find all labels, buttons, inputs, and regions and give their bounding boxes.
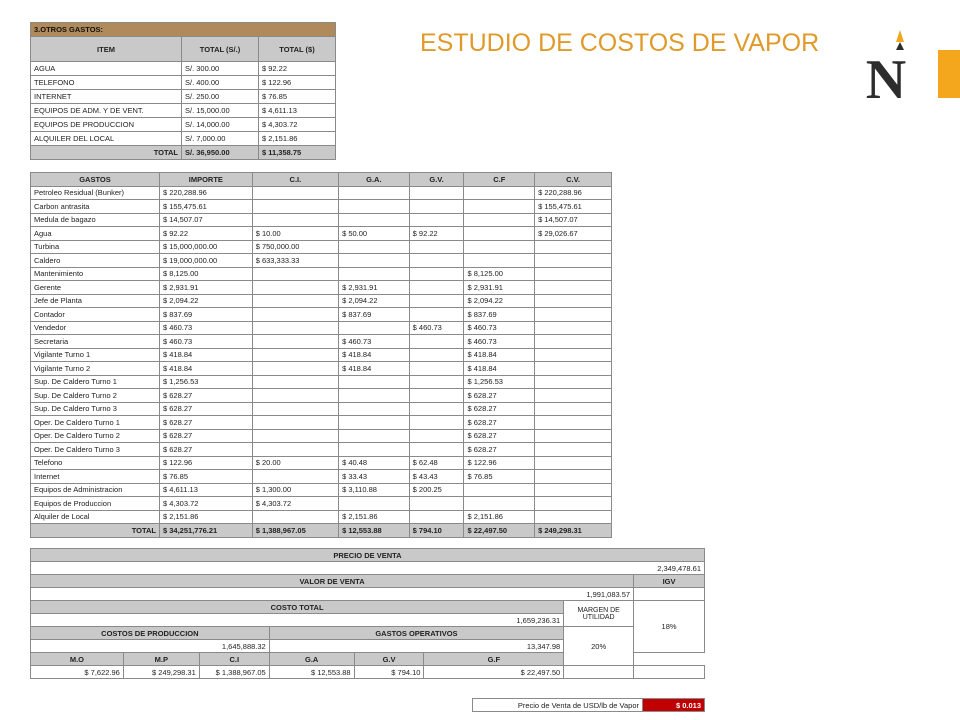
gasto-cell: $ 2,094.22 bbox=[339, 294, 410, 308]
gasto-cell bbox=[409, 510, 464, 524]
gasto-cell bbox=[535, 510, 612, 524]
ga-label: G.A bbox=[269, 653, 354, 666]
gasto-cell bbox=[464, 240, 535, 254]
gasto-name: Equipos de Administracion bbox=[31, 483, 160, 497]
gf-value: $ 22,497.50 bbox=[424, 666, 564, 679]
gasto-cell bbox=[252, 186, 338, 200]
column-header: IMPORTE bbox=[160, 173, 253, 187]
gasto-cell bbox=[252, 335, 338, 349]
otros-gastos-table bbox=[30, 22, 336, 160]
gasto-cell: $ 628.27 bbox=[464, 416, 535, 430]
total-cell: $ 794.10 bbox=[409, 524, 464, 538]
gasto-cell bbox=[252, 429, 338, 443]
gasto-cell: $ 33.43 bbox=[339, 470, 410, 484]
total-usd: $ 122.96 bbox=[259, 76, 336, 90]
gasto-name: Oper. De Caldero Turno 2 bbox=[31, 429, 160, 443]
gasto-cell: $ 92.22 bbox=[160, 227, 253, 241]
gasto-cell: $ 628.27 bbox=[464, 429, 535, 443]
gasto-cell bbox=[535, 443, 612, 457]
gasto-cell: $ 460.73 bbox=[464, 321, 535, 335]
gasto-cell bbox=[409, 497, 464, 511]
gasto-cell bbox=[409, 362, 464, 376]
gasto-cell: $ 220,288.96 bbox=[160, 186, 253, 200]
table-row bbox=[31, 362, 612, 376]
gasto-cell: $ 837.69 bbox=[339, 308, 410, 322]
total-cell: $ 1,388,967.05 bbox=[252, 524, 338, 538]
gasto-cell bbox=[252, 362, 338, 376]
gasto-cell bbox=[252, 389, 338, 403]
gv-label: G.V bbox=[354, 653, 424, 666]
table-row bbox=[31, 254, 612, 268]
gasto-cell: $ 2,094.22 bbox=[160, 294, 253, 308]
gasto-name: Vigilante Turno 1 bbox=[31, 348, 160, 362]
gasto-cell: $ 628.27 bbox=[464, 402, 535, 416]
margen-label: MARGEN DE UTILIDAD bbox=[564, 601, 634, 627]
gasto-cell: $ 19,000,000.00 bbox=[160, 254, 253, 268]
gasto-cell: $ 4,611.13 bbox=[160, 483, 253, 497]
column-header: G.A. bbox=[339, 173, 410, 187]
gasto-cell: $ 460.73 bbox=[464, 335, 535, 349]
mp-value: $ 249,298.31 bbox=[123, 666, 199, 679]
total-s: S/. 7,000.00 bbox=[182, 132, 259, 146]
table-row bbox=[31, 497, 612, 511]
gasto-cell: $ 14,507.07 bbox=[160, 213, 253, 227]
total-usd: $ 92.22 bbox=[259, 62, 336, 76]
table-row bbox=[31, 348, 612, 362]
precio-table bbox=[30, 548, 705, 679]
table-row bbox=[31, 240, 612, 254]
gasto-name: Contador bbox=[31, 308, 160, 322]
total-usd: $ 2,151.86 bbox=[259, 132, 336, 146]
gasto-cell: $ 1,300.00 bbox=[252, 483, 338, 497]
total-label: TOTAL bbox=[31, 146, 182, 160]
gasto-cell: $ 155,475.61 bbox=[535, 200, 612, 214]
total-s: S/. 15,000.00 bbox=[182, 104, 259, 118]
total-cell: $ 22,497.50 bbox=[464, 524, 535, 538]
gasto-cell bbox=[339, 416, 410, 430]
gasto-cell bbox=[252, 443, 338, 457]
gasto-cell bbox=[464, 497, 535, 511]
table-row bbox=[31, 443, 612, 457]
gasto-cell bbox=[409, 281, 464, 295]
price-per-lb-table bbox=[472, 698, 705, 712]
item-name: EQUIPOS DE PRODUCCION bbox=[31, 118, 182, 132]
gasto-cell: $ 418.84 bbox=[339, 348, 410, 362]
gasto-cell bbox=[535, 470, 612, 484]
gasto-cell bbox=[535, 240, 612, 254]
gasto-cell bbox=[535, 294, 612, 308]
gasto-cell: $ 460.73 bbox=[409, 321, 464, 335]
gasto-cell: $ 2,151.86 bbox=[464, 510, 535, 524]
price-label: Precio de Venta de USD/lb de Vapor bbox=[473, 699, 643, 712]
column-header: G.V. bbox=[409, 173, 464, 187]
table-row bbox=[31, 62, 336, 76]
gasto-cell: $ 628.27 bbox=[160, 429, 253, 443]
precio-venta-value: 2,349,478.61 bbox=[31, 562, 705, 575]
total-usd: $ 4,611.13 bbox=[259, 104, 336, 118]
table-row bbox=[31, 227, 612, 241]
column-header: GASTOS bbox=[31, 173, 160, 187]
gasto-cell bbox=[409, 443, 464, 457]
gasto-cell bbox=[409, 213, 464, 227]
gasto-cell bbox=[464, 213, 535, 227]
gasto-cell bbox=[252, 470, 338, 484]
gasto-name: Jefe de Planta bbox=[31, 294, 160, 308]
gasto-cell: $ 15,000,000.00 bbox=[160, 240, 253, 254]
table-row bbox=[31, 375, 612, 389]
gasto-cell bbox=[339, 497, 410, 511]
col-item: ITEM bbox=[31, 37, 182, 62]
column-header: C.I. bbox=[252, 173, 338, 187]
gasto-cell: $ 8,125.00 bbox=[464, 267, 535, 281]
gasto-cell: $ 2,931.91 bbox=[160, 281, 253, 295]
gasto-cell bbox=[409, 348, 464, 362]
gasto-cell: $ 10.00 bbox=[252, 227, 338, 241]
gasto-cell: $ 837.69 bbox=[160, 308, 253, 322]
gasto-cell bbox=[535, 281, 612, 295]
total-usd: $ 11,358.75 bbox=[259, 146, 336, 160]
table-row bbox=[31, 335, 612, 349]
total-cell: $ 34,251,776.21 bbox=[160, 524, 253, 538]
gasto-name: Mantenimiento bbox=[31, 267, 160, 281]
gasto-name: Medula de bagazo bbox=[31, 213, 160, 227]
gasto-name: Sup. De Caldero Turno 1 bbox=[31, 375, 160, 389]
gasto-cell bbox=[339, 443, 410, 457]
gasto-cell: $ 460.73 bbox=[160, 335, 253, 349]
total-label: TOTAL bbox=[31, 524, 160, 538]
gasto-cell: $ 418.84 bbox=[160, 362, 253, 376]
accent-bar bbox=[938, 50, 960, 98]
gasto-cell bbox=[339, 389, 410, 403]
table-title: 3.OTROS GASTOS: bbox=[31, 23, 336, 37]
table-row bbox=[31, 132, 336, 146]
gasto-cell bbox=[464, 200, 535, 214]
gasto-cell bbox=[409, 267, 464, 281]
ci-label: C.I bbox=[199, 653, 269, 666]
table-row bbox=[31, 510, 612, 524]
gasto-name: Gerente bbox=[31, 281, 160, 295]
mo-value: $ 7,622.96 bbox=[31, 666, 124, 679]
total-s: S/. 36,950.00 bbox=[182, 146, 259, 160]
gasto-cell: $ 4,303.72 bbox=[252, 497, 338, 511]
gasto-cell bbox=[339, 429, 410, 443]
gasto-name: Vendedor bbox=[31, 321, 160, 335]
total-cell: $ 249,298.31 bbox=[535, 524, 612, 538]
university-logo bbox=[862, 28, 912, 106]
gasto-cell: $ 628.27 bbox=[464, 389, 535, 403]
gasto-name: Carbon antrasita bbox=[31, 200, 160, 214]
gasto-cell bbox=[535, 416, 612, 430]
gasto-cell bbox=[252, 308, 338, 322]
gasto-cell bbox=[252, 281, 338, 295]
gasto-cell bbox=[252, 402, 338, 416]
gasto-cell bbox=[339, 254, 410, 268]
gasto-cell: $ 418.84 bbox=[339, 362, 410, 376]
gasto-cell bbox=[339, 200, 410, 214]
gasto-cell bbox=[409, 416, 464, 430]
gasto-cell bbox=[339, 375, 410, 389]
gasto-name: Oper. De Caldero Turno 1 bbox=[31, 416, 160, 430]
gasto-cell bbox=[252, 416, 338, 430]
logo-letter: N bbox=[865, 49, 907, 106]
page-title: ESTUDIO DE COSTOS DE VAPOR bbox=[420, 29, 820, 57]
table-row bbox=[31, 402, 612, 416]
gasto-cell: $ 628.27 bbox=[464, 443, 535, 457]
total-s: S/. 14,000.00 bbox=[182, 118, 259, 132]
gasto-cell bbox=[409, 429, 464, 443]
gasto-cell bbox=[339, 186, 410, 200]
gasto-cell: $ 200.25 bbox=[409, 483, 464, 497]
gasto-cell: $ 2,931.91 bbox=[339, 281, 410, 295]
gasto-cell: $ 20.00 bbox=[252, 456, 338, 470]
table-row bbox=[31, 213, 612, 227]
gasto-cell: $ 837.69 bbox=[464, 308, 535, 322]
item-name: TELEFONO bbox=[31, 76, 182, 90]
gasto-cell: $ 750,000.00 bbox=[252, 240, 338, 254]
table-row bbox=[31, 483, 612, 497]
mo-label: M.O bbox=[31, 653, 124, 666]
gasto-name: Sup. De Caldero Turno 2 bbox=[31, 389, 160, 403]
gasto-cell: $ 628.27 bbox=[160, 402, 253, 416]
gasto-cell: $ 220,288.96 bbox=[535, 186, 612, 200]
gasto-cell bbox=[252, 200, 338, 214]
total-cell: $ 12,553.88 bbox=[339, 524, 410, 538]
gasto-cell: $ 633,333.33 bbox=[252, 254, 338, 268]
gasto-name: Petroleo Residual (Bunker) bbox=[31, 186, 160, 200]
gasto-cell: $ 1,256.53 bbox=[160, 375, 253, 389]
gasto-name: Equipos de Produccion bbox=[31, 497, 160, 511]
table-row bbox=[31, 104, 336, 118]
total-s: S/. 400.00 bbox=[182, 76, 259, 90]
gasto-cell bbox=[339, 402, 410, 416]
gasto-cell bbox=[252, 267, 338, 281]
gasto-cell bbox=[535, 483, 612, 497]
gasto-cell: $ 1,256.53 bbox=[464, 375, 535, 389]
gasto-cell: $ 3,110.88 bbox=[339, 483, 410, 497]
table-row bbox=[31, 321, 612, 335]
gasto-cell: $ 2,931.91 bbox=[464, 281, 535, 295]
gv-value: $ 794.10 bbox=[354, 666, 424, 679]
gasto-cell bbox=[535, 254, 612, 268]
igv-label: IGV bbox=[634, 575, 705, 588]
table-row bbox=[31, 429, 612, 443]
igv-value: 20% bbox=[564, 627, 634, 666]
col-total-usd: TOTAL ($) bbox=[259, 37, 336, 62]
gasto-cell: $ 418.84 bbox=[464, 348, 535, 362]
gasto-cell: $ 122.96 bbox=[160, 456, 253, 470]
gasto-cell bbox=[535, 497, 612, 511]
gasto-cell bbox=[464, 227, 535, 241]
valor-venta-value: 1,991,083.57 bbox=[31, 588, 634, 601]
table-row bbox=[31, 200, 612, 214]
table-row bbox=[31, 186, 612, 200]
gf-label: G.F bbox=[424, 653, 564, 666]
gasto-cell bbox=[464, 186, 535, 200]
gasto-name: Alquiler de Local bbox=[31, 510, 160, 524]
mp-label: M.P bbox=[123, 653, 199, 666]
valor-venta-label: VALOR DE VENTA bbox=[31, 575, 634, 588]
item-name: AGUA bbox=[31, 62, 182, 76]
gasto-name: Agua bbox=[31, 227, 160, 241]
gasto-cell bbox=[535, 429, 612, 443]
costos-produccion-label: COSTOS DE PRODUCCION bbox=[31, 627, 270, 640]
gasto-cell: $ 2,094.22 bbox=[464, 294, 535, 308]
costo-total-label: COSTO TOTAL bbox=[31, 601, 564, 614]
gasto-cell bbox=[339, 213, 410, 227]
gasto-cell bbox=[535, 308, 612, 322]
gasto-cell: $ 155,475.61 bbox=[160, 200, 253, 214]
gasto-cell: $ 62.48 bbox=[409, 456, 464, 470]
gasto-name: Turbina bbox=[31, 240, 160, 254]
total-s: S/. 250.00 bbox=[182, 90, 259, 104]
table-row bbox=[31, 281, 612, 295]
gasto-name: Caldero bbox=[31, 254, 160, 268]
gasto-cell: $ 43.43 bbox=[409, 470, 464, 484]
table-row bbox=[31, 118, 336, 132]
gasto-cell: $ 4,303.72 bbox=[160, 497, 253, 511]
gasto-cell bbox=[535, 389, 612, 403]
gasto-cell: $ 76.85 bbox=[160, 470, 253, 484]
gastos-operativos-label: GASTOS OPERATIVOS bbox=[269, 627, 563, 640]
gasto-cell: $ 2,151.86 bbox=[160, 510, 253, 524]
table-row bbox=[31, 416, 612, 430]
gasto-cell bbox=[535, 456, 612, 470]
gasto-cell: $ 29,026.67 bbox=[535, 227, 612, 241]
item-name: ALQUILER DEL LOCAL bbox=[31, 132, 182, 146]
total-usd: $ 4,303.72 bbox=[259, 118, 336, 132]
gasto-cell bbox=[252, 294, 338, 308]
gasto-cell: $ 92.22 bbox=[409, 227, 464, 241]
gasto-name: Sup. De Caldero Turno 3 bbox=[31, 402, 160, 416]
item-name: INTERNET bbox=[31, 90, 182, 104]
item-name: EQUIPOS DE ADM. Y DE VENT. bbox=[31, 104, 182, 118]
gasto-cell: $ 2,151.86 bbox=[339, 510, 410, 524]
column-header: C.V. bbox=[535, 173, 612, 187]
gasto-cell bbox=[535, 362, 612, 376]
gasto-cell bbox=[409, 389, 464, 403]
gasto-cell: $ 40.48 bbox=[339, 456, 410, 470]
table-row bbox=[31, 308, 612, 322]
column-header: C.F bbox=[464, 173, 535, 187]
gasto-cell: $ 418.84 bbox=[464, 362, 535, 376]
total-s: S/. 300.00 bbox=[182, 62, 259, 76]
gasto-cell bbox=[252, 321, 338, 335]
gasto-cell: $ 8,125.00 bbox=[160, 267, 253, 281]
gasto-cell bbox=[339, 267, 410, 281]
price-value: $ 0.013 bbox=[643, 699, 705, 712]
gasto-name: Telefono bbox=[31, 456, 160, 470]
gasto-cell bbox=[252, 348, 338, 362]
col-total-s: TOTAL (S/.) bbox=[182, 37, 259, 62]
gasto-cell bbox=[535, 402, 612, 416]
margen-value: 18% bbox=[634, 601, 705, 653]
gasto-cell bbox=[535, 335, 612, 349]
precio-venta-label: PRECIO DE VENTA bbox=[31, 549, 705, 562]
ci-value: $ 1,388,967.05 bbox=[199, 666, 269, 679]
gasto-cell bbox=[252, 375, 338, 389]
gasto-cell bbox=[409, 240, 464, 254]
table-row bbox=[31, 389, 612, 403]
gasto-cell: $ 460.73 bbox=[339, 335, 410, 349]
gasto-cell: $ 76.85 bbox=[464, 470, 535, 484]
gasto-cell: $ 628.27 bbox=[160, 443, 253, 457]
table-row bbox=[31, 90, 336, 104]
ga-value: $ 12,553.88 bbox=[269, 666, 354, 679]
gasto-cell bbox=[409, 254, 464, 268]
gastos-table bbox=[30, 172, 612, 538]
gasto-cell: $ 460.73 bbox=[160, 321, 253, 335]
gasto-name: Vigilante Turno 2 bbox=[31, 362, 160, 376]
gasto-cell: $ 14,507.07 bbox=[535, 213, 612, 227]
gasto-cell bbox=[535, 321, 612, 335]
gasto-name: Internet bbox=[31, 470, 160, 484]
table-row bbox=[31, 456, 612, 470]
gasto-name: Secretaria bbox=[31, 335, 160, 349]
gasto-cell bbox=[252, 213, 338, 227]
costo-total-value: 1,659,236.31 bbox=[31, 614, 564, 627]
gasto-cell bbox=[409, 200, 464, 214]
gasto-cell: $ 628.27 bbox=[160, 416, 253, 430]
table-row bbox=[31, 76, 336, 90]
gasto-cell: $ 418.84 bbox=[160, 348, 253, 362]
total-usd: $ 76.85 bbox=[259, 90, 336, 104]
costos-produccion-value: 1,645,888.32 bbox=[31, 640, 270, 653]
gasto-cell: $ 628.27 bbox=[160, 389, 253, 403]
gasto-cell bbox=[339, 321, 410, 335]
gasto-cell bbox=[409, 308, 464, 322]
table-row bbox=[31, 294, 612, 308]
gasto-cell bbox=[339, 240, 410, 254]
gasto-cell bbox=[535, 348, 612, 362]
gasto-name: Oper. De Caldero Turno 3 bbox=[31, 443, 160, 457]
table-row bbox=[31, 267, 612, 281]
gasto-cell bbox=[409, 186, 464, 200]
gasto-cell bbox=[464, 254, 535, 268]
gasto-cell bbox=[464, 483, 535, 497]
gasto-cell: $ 50.00 bbox=[339, 227, 410, 241]
gasto-cell: $ 122.96 bbox=[464, 456, 535, 470]
gasto-cell bbox=[409, 335, 464, 349]
gasto-cell bbox=[535, 267, 612, 281]
gasto-cell bbox=[535, 375, 612, 389]
gasto-cell bbox=[409, 402, 464, 416]
table-row bbox=[31, 470, 612, 484]
gasto-cell bbox=[409, 294, 464, 308]
gasto-cell bbox=[409, 375, 464, 389]
gastos-operativos-value: 13,347.98 bbox=[269, 640, 563, 653]
gasto-cell bbox=[252, 510, 338, 524]
